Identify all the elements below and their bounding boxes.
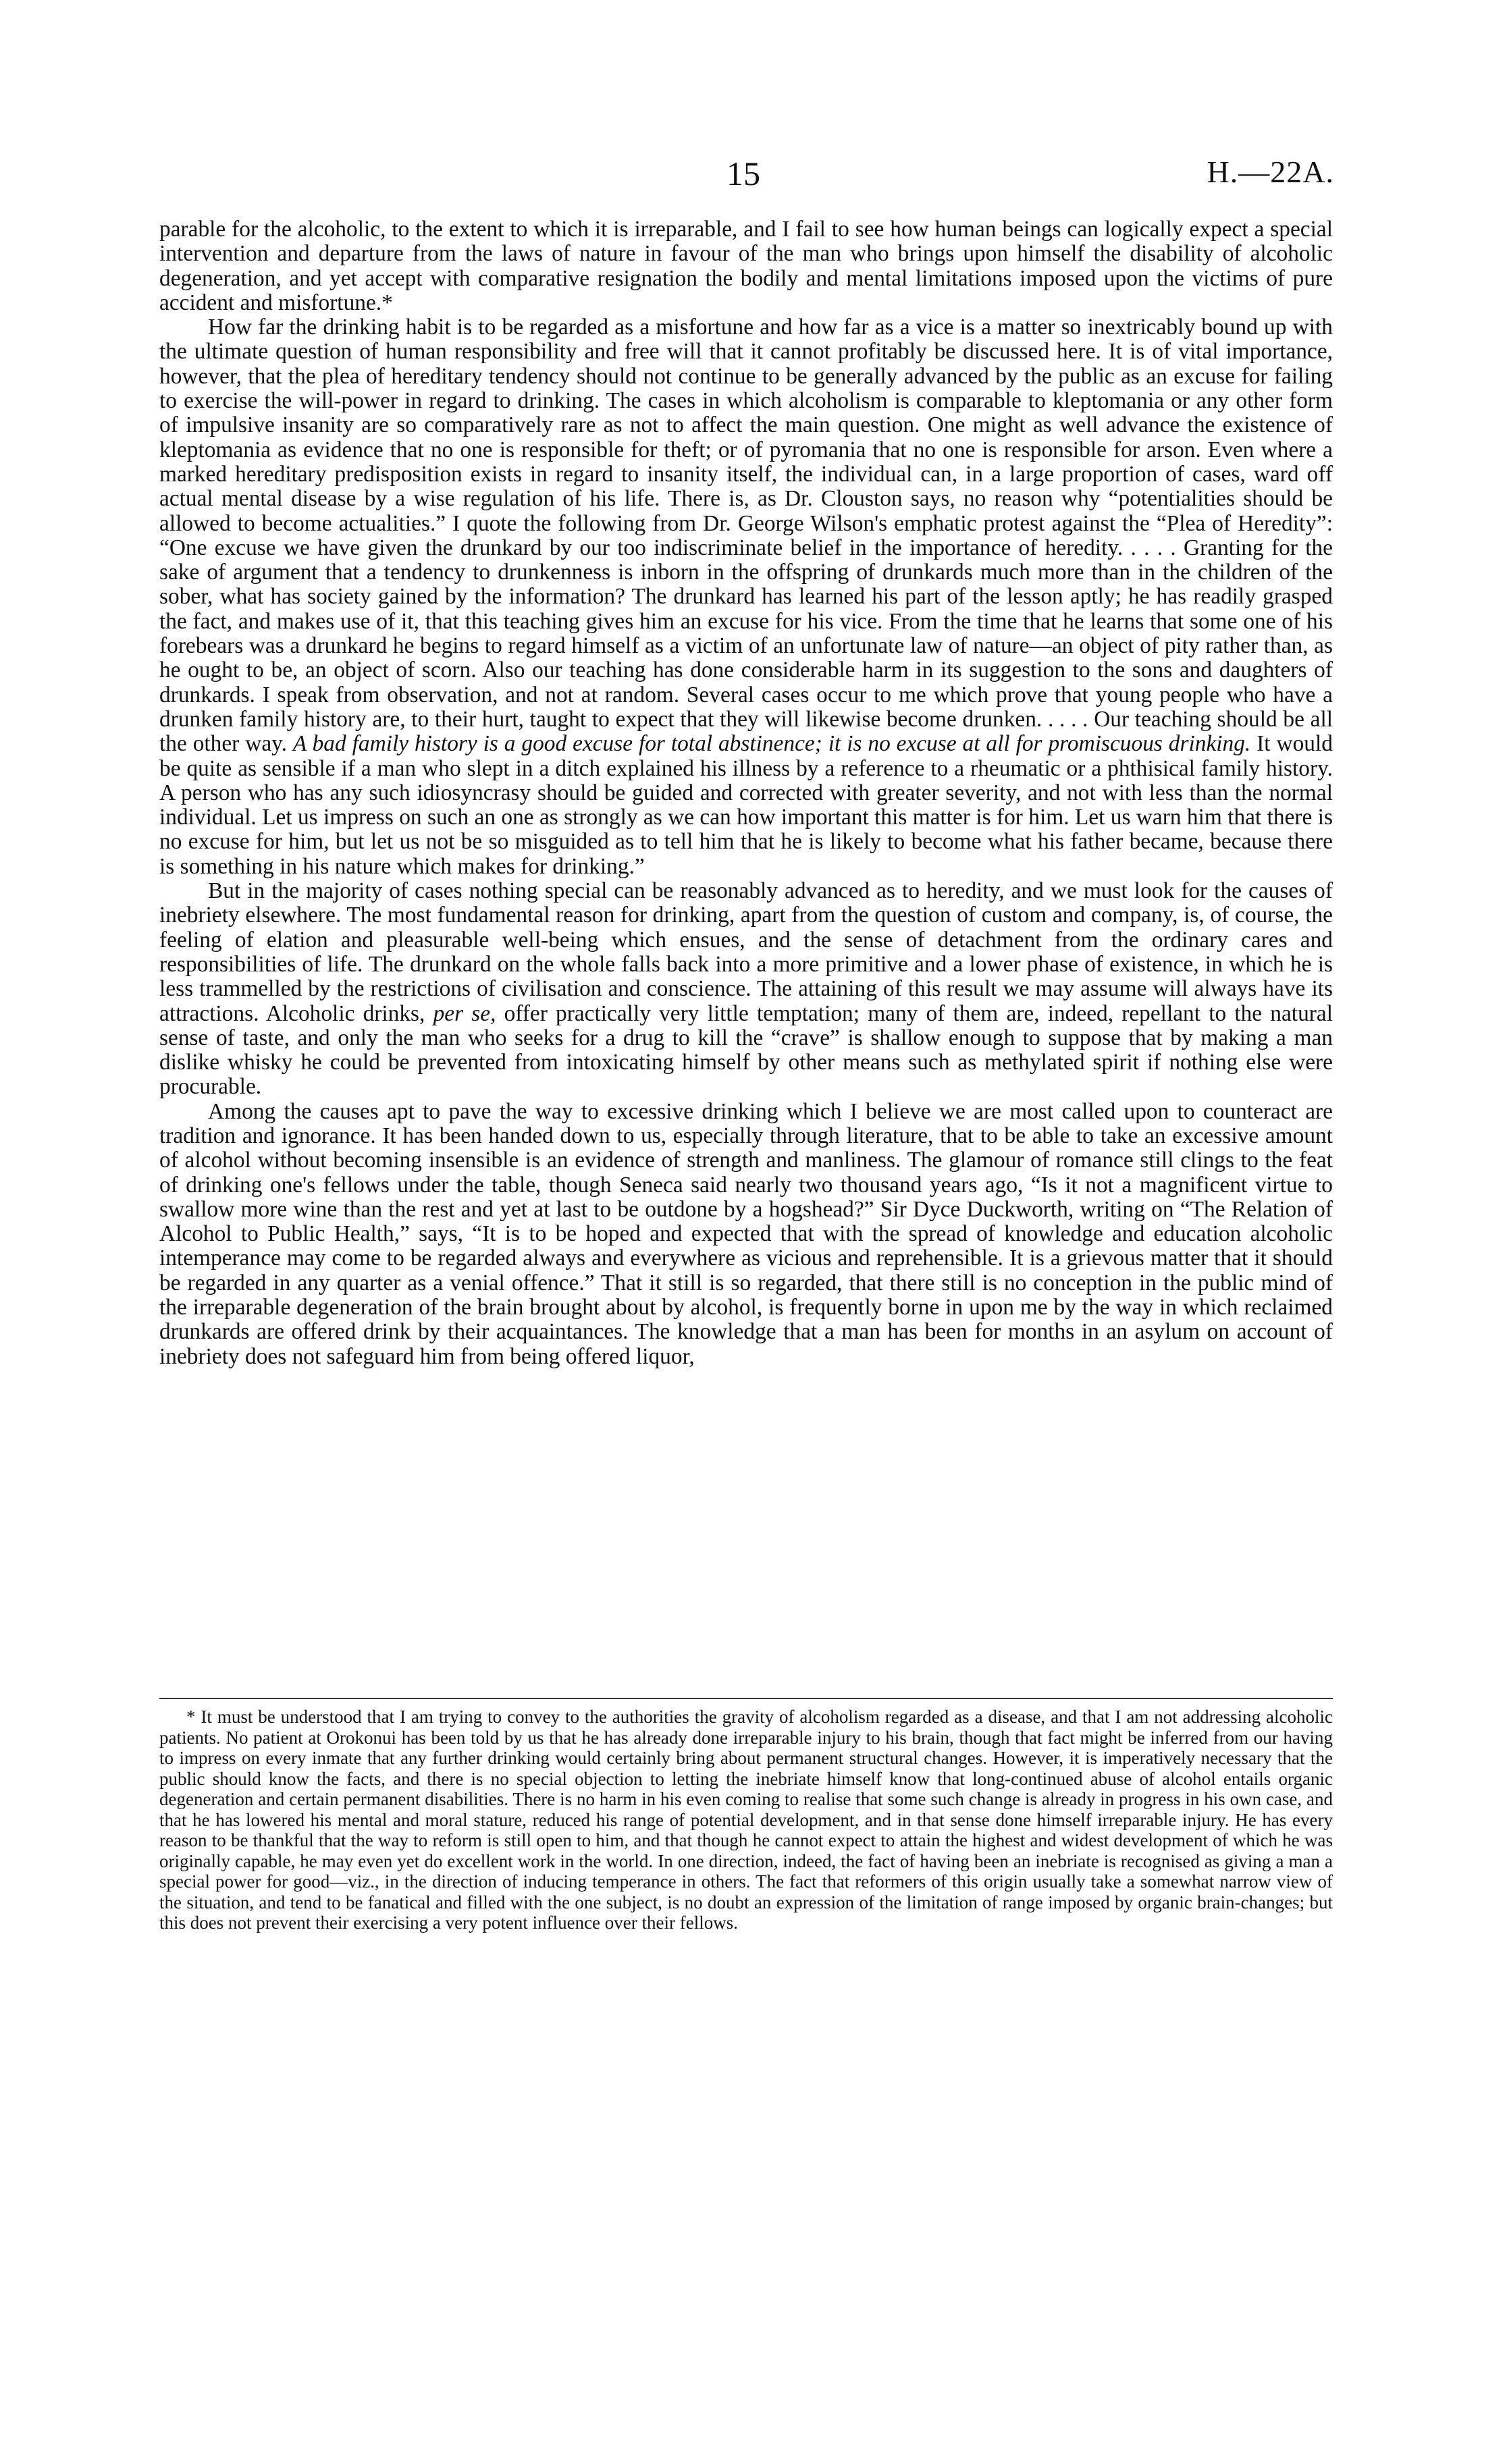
paragraph-1: parable for the alcoholic, to the extent to which it is irreparable, and I fail to see how human beings can logically expect a special intervention and departure from the laws of nature in favour of the man who brings upon himself the disability of alcoholic degeneration, and yet accept with comparative resignation the bodily and mental limitations imposed upon the victims of pure accident and misfortune.* xyxy=(159,217,1333,315)
paragraph-3-end: offer practically very little temptation; many of them are, indeed, repellant to the natural sense of taste, and only the man who seeks for a drug to kill the “crave” is shallow enough to suppose that by making a man dislike whisky he could be prevented from intoxicating himself by other means such as methylated spirit if nothing else were procurable. xyxy=(159,1000,1333,1100)
paragraph-2-italic: A bad family history is a good excuse for total abstinence; it is no excuse at all for promiscuous drinking. xyxy=(292,731,1251,757)
paragraph-2-text: How far the drinking habit is to be regarded as a misfortune and how far as a vice is a matter so inextricably bound up with the ultimate question of human responsibility and free will that it cannot profitably be discussed here. It is of vital importance, however, that the plea of hereditary tendency should not continue to be generally advanced by the public as an excuse for failing to exercise the will-power in regard to drinking. The cases in which alcoholism is comparable to kleptomania or any other form of impulsive insanity are so comparatively rare as not to affect the main question. One might as well advance the existence of kleptomania as evidence that no one is responsible for theft; or of pyromania that no one is responsible for arson. Even where a marked hereditary predisposition exists in regard to insanity itself, the individual can, in a large proportion of cases, ward off actual mental disease by a wise regulation of his life. There is, as Dr. Clouston says, no reason why “potentialities should be allowed to become actualities.” I quote the following from Dr. George Wilson's emphatic protest against the “Plea of Heredity”: “One excuse we have given the drunkard by our too indiscriminate belief in the importance of heredity. . . . . Granting for the sake of argument that a tendency to drunkenness is inborn in the offspring of drunkards much more than in the children of the sober, what has society gained by the information? The drunkard has learned his part of the lesson aptly; he has readily grasped the fact, and makes use of it, that this teaching gives him an excuse for his vice. From the time that he learns that some one of his forebears was a drunkard he begins to regard himself as a victim of an unfortunate law of nature—an object of pity rather than, as he ought to be, an object of scorn. Also our teaching has done considerable harm in its suggestion to the sons and daughters of drunkards. I speak from observation, and not at random. Several cases occur to me which prove that young people who have a drunken family history are, to their hurt, taught to expect that they will likewise become drunken. . . . . Our teaching should be all the other way. xyxy=(159,315,1333,757)
paragraph-2-end: It would be quite as sensible if a man who slept in a ditch explained his illness by a reference to a rheumatic or a phthisical family history. A person who has any such idiosyncrasy should be guided and corrected with greater severity, and not with less than the normal individual. Let us impress on such an one as strongly as we can how important this matter is for him. Let us warn him that there is no excuse for him, but let us not be so misguided as to tell him that he is likely to become what his father became, because there is something in his nature which makes for drinking.” xyxy=(159,731,1333,879)
paragraph-4: Among the causes apt to pave the way to excessive drinking which I believe we are most called upon to counteract are tradition and ignorance. It has been handed down to us, especially through literature, that to be able to take an excessive amount of alcohol without becoming insensible is an evidence of strength and manliness. The glamour of romance still clings to the feat of drinking one's fellows under the table, though Seneca said nearly two thousand years ago, “Is it not a magnificent virtue to swallow more wine than the rest and yet at last to be outdone by a hogshead?” Sir Dyce Duckworth, writing on “The Relation of Alcohol to Public Health,” says, “It is to be hoped and expected that with the spread of knowledge and education alcoholic intemperance may come to be regarded always and everywhere as vicious and reprehensible. It is a grievous matter that it should be regarded in any quarter as a venial offence.” That it still is so regarded, that there still is no conception in the public mind of the irreparable degeneration of the brain brought about by alcohol, is frequently borne in upon me by the way in which reclaimed drunkards are offered drink by their acquaintances. The knowledge that a man has been for months in an asylum on account of inebriety does not safeguard him from being offered liquor, xyxy=(159,1098,1333,1369)
page-header xyxy=(159,154,1334,194)
footnote-divider xyxy=(159,1698,1333,1699)
paragraph-3-italic: per se, xyxy=(433,1000,496,1026)
paragraph-3-text: But in the majority of cases nothing special can be reasonably advanced as to heredity, and we must look for the causes of inebriety elsewhere. The most fundamental reason for drinking, apart from the question of custom and company, is, of course, the feeling of elation and pleasurable well-being which ensues, and the sense of detachment from the ordinary cares and responsibilities of life. The drunkard on the whole falls back into a more primitive and a lower phase of existence, in which he is less trammelled by the restrictions of civilisation and conscience. The attaining of this result we may assume will always have its attractions. Alcoholic drinks, xyxy=(159,878,1333,1026)
footnote xyxy=(159,1707,1333,1933)
page-number: 15 xyxy=(726,155,760,192)
body-text xyxy=(159,217,1333,1369)
footnote-text: * It must be understood that I am trying to convey to the authorities the gravity of alcoholism regarded as a disease, and that I am not addressing alcoholic patients. No patient at Orokonui has been told by us that he has already done irreparable injury to his brain, though that fact might be inferred from our having to impress on every inmate that any further drinking would certainly bring about permanent structural changes. However, it is imperatively necessary that the public should know the facts, and there is no special objection to letting the inebriate himself know that long-continued abuse of alcohol entails organic degeneration and certain permanent disabilities. There is no harm in his even coming to realise that some such change is already in progress in his own case, and that he has lowered his mental and moral stature, reduced his range of potential development, and in that sense done himself irreparable injury. He has every reason to be thankful that the way to reform is still open to him, and that though he cannot expect to attain the highest and widest development of which he was originally capable, he may even yet do excellent work in the world. In one direction, indeed, the fact of having been an inebriate is recognised as giving a man a special power for good—viz., in the direction of inducing temperance in others. The fact that reformers of this origin usually take a somewhat narrow view of the situation, and tend to be fanatical and filled with the one subject, is no doubt an expression of the limitation of range imposed by organic brain-changes; but this does not prevent their exercising a very potent influence over their fellows. xyxy=(159,1707,1333,1933)
paragraph-2 xyxy=(159,315,1333,879)
document-reference: H.—22A. xyxy=(1207,155,1334,189)
paragraph-3 xyxy=(159,879,1333,1100)
